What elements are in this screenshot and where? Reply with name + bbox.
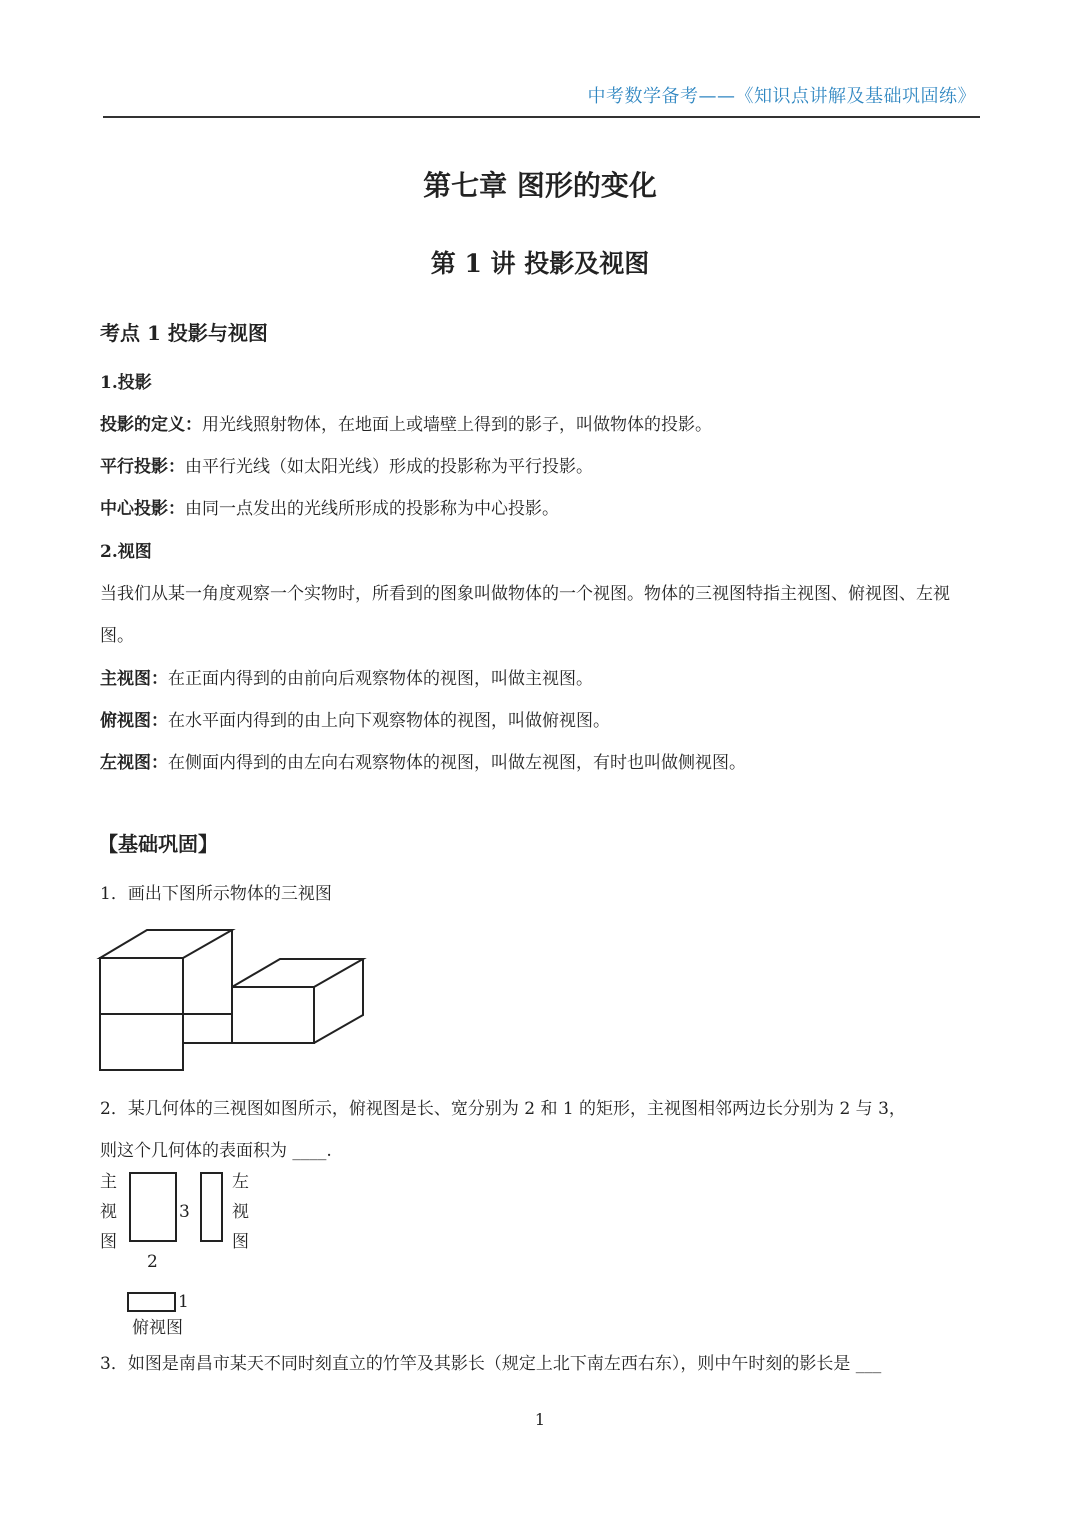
front-view-rect — [130, 1173, 176, 1241]
left-text: 在侧面内得到的由左向右观察物体的视图，叫做左视图，有时也叫做侧视图。 — [168, 753, 746, 773]
front-view-char-1: 主 — [100, 1172, 117, 1192]
left-view-def — [100, 751, 746, 775]
low-block-top — [232, 959, 363, 987]
left-view-char-2: 视 — [232, 1202, 249, 1222]
header-divider — [103, 116, 980, 118]
question-1: 1．画出下图所示物体的三视图 — [100, 884, 332, 904]
low-block-bottom — [183, 1043, 232, 1070]
left-view-char-3: 图 — [232, 1232, 249, 1252]
top-view-def — [100, 709, 610, 733]
front-text: 在正面内得到的由前向后观察物体的视图，叫做主视图。 — [168, 669, 593, 689]
top-label: 俯视图： — [100, 711, 168, 731]
question-2-line2: 则这个几何体的表面积为 ____. — [100, 1141, 332, 1161]
lecture-title: 第 1 讲 投影及视图 — [430, 249, 650, 278]
front-view-char-2: 视 — [100, 1202, 117, 1222]
chapter-title: 第七章 图形的变化 — [423, 169, 657, 202]
tall-block-side — [183, 930, 232, 1014]
header-title: 中考数学备考——《知识点讲解及基础巩固练》 — [587, 86, 976, 107]
label-width-2: 2 — [147, 1252, 158, 1272]
kaodian-title: 考点 1 投影与视图 — [100, 321, 268, 345]
views-heading: 2.视图 — [100, 542, 152, 562]
page-number: 1 — [534, 1410, 546, 1429]
projection-definition — [100, 413, 712, 437]
central-label: 中心投影： — [100, 499, 185, 519]
low-block-front — [232, 987, 314, 1043]
parallel-text: 由平行光线（如太阳光线）形成的投影称为平行投影。 — [185, 457, 593, 477]
front-view-char-3: 图 — [100, 1232, 117, 1252]
left-label: 左视图： — [100, 753, 168, 773]
views-intro: 当我们从某一角度观察一个实物时，所看到的图象叫做物体的一个视图。物体的三视图特指主视图、俯视图、左视图。 — [100, 584, 950, 646]
parallel-projection — [100, 455, 593, 479]
question-3: 3．如图是南昌市某天不同时刻直立的竹竿及其影长（规定上北下南左西右东），则中午时刻的影长是 ___ — [100, 1354, 882, 1374]
label-depth-1: 1 — [178, 1292, 189, 1312]
central-projection — [100, 497, 559, 521]
tall-block-top — [100, 930, 232, 958]
figure-three-views — [95, 1165, 295, 1340]
top-view-caption: 俯视图 — [132, 1318, 183, 1338]
central-text: 由同一点发出的光线所形成的投影称为中心投影。 — [185, 499, 559, 519]
label-height-3: 3 — [179, 1202, 190, 1222]
question-2-line1: 2．某几何体的三视图如图所示，俯视图是长、宽分别为 2 和 1 的矩形，主视图相邻两边长分别为 2 与 3， — [100, 1099, 906, 1119]
projection-heading: 1.投影 — [100, 373, 152, 393]
top-view-rect — [128, 1293, 175, 1311]
front-label: 主视图： — [100, 669, 168, 689]
left-view-rect — [201, 1173, 222, 1241]
parallel-label: 平行投影： — [100, 457, 185, 477]
definition-text: 用光线照射物体，在地面上或墙壁上得到的影子，叫做物体的投影。 — [202, 415, 712, 435]
low-block-side — [314, 959, 363, 1043]
figure-3d-blocks — [95, 925, 375, 1075]
definition-label: 投影的定义： — [100, 415, 202, 435]
left-view-char-1: 左 — [232, 1172, 249, 1192]
basic-heading: 【基础巩固】 — [98, 832, 218, 856]
front-view-def — [100, 667, 593, 691]
top-text: 在水平面内得到的由上向下观察物体的视图，叫做俯视图。 — [168, 711, 610, 731]
